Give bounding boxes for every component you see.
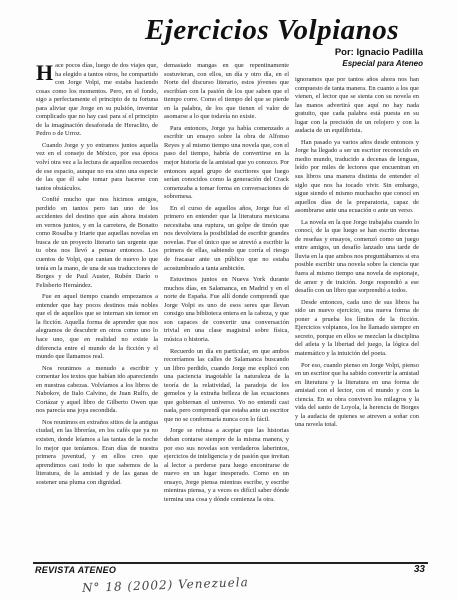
- paragraph: Fue en aquel tiempo cuando empezamos a entender que hay pocos destinos más nobles que el de aquellos que se internan sin temor en la ficción. Aquella forma de aprender que nos alegramos de descubrir en otros como uno lo hace uno, que en realidad no existe la diferencia entre el mundo de la ficción y el mundo que llamamos real.: [36, 293, 158, 361]
- article-title: Ejercicios Volpianos: [144, 14, 400, 46]
- paragraph: Recuerdo un día en particular, en que ambos recorríamos las calles de Salamanca buscando un libro perdido, cuando Jorge me explicó con una paciencia inagotable la naturaleza de la teoría de la relatividad, la paradoja de los gemelos y la extraña belleza de las ecuaciones que gobiernan el universo. Yo no entendí casi nada, pero comprendí que estaba ante un escritor que no se conformaría nunca con lo fácil.: [164, 347, 289, 423]
- author-name: Por: Ignacio Padilla: [334, 47, 423, 58]
- paragraph: La novela en la que Jorge trabajaba cuando lo conocí, de la que luego se han escrito decenas de reseñas y ensayos, comenzó como un juego entre amigos, un desafío lanzado una tarde de lluvia en la que ambos nos preguntábamos si era posible escribir una novela sobre la ciencia que fuera al mismo tiempo una novela de espionaje, de amor y de traición. Jorge respondió a ese desafío con un libro que sorprendió a todos.: [295, 218, 419, 295]
- text-column-2: [164, 62, 289, 560]
- paragraph: Para entonces, Jorge ya había comenzado a escribir un ensayo sobre la obra de Alfonso Reyes y al mismo tiempo una novela que, con el paso del tiempo, habría de convertirse en la mejor historia de la amistad que yo conozco. Por entonces aquel grupo de escritores que luego serían conocidos como la generación del Crack comenzaba a tomar forma en conversaciones de sobremesa.: [164, 124, 289, 201]
- page-number: 33: [413, 564, 425, 575]
- author-note: Especial para Ateneo: [342, 59, 423, 68]
- paragraph: Cuando Jorge y yo entramos juntos aquella vez en el consejo de México, por esa época volví otra vez a la lectura de aquellos recuerdos de ese espacio, aunque no era sino una especie de las que él sabe tomar para hacerse con tantos obstáculos.: [36, 141, 158, 192]
- paragraph: Han pasado ya varios años desde entonces y Jorge ha llegado a ser un escritor reconocido en medio mundo, traducido a decenas de lenguas, leído por miles de lectores que encuentran en sus libros una manera distinta de entender el siglo que nos ha tocado vivir. Sin embargo, sigue siendo el mismo muchacho que conocí en aquellos días de la preparatoria, capaz de asombrarse ante una ecuación o ante un verso.: [295, 138, 419, 215]
- paragraph: Jorge se rehusa a aceptar que las historias deban contarse siempre de la misma manera, y por eso sus novelas son verdaderos laberintos, ejercicios de inteligencia y de pasión que invitan al lector a perderse para luego encontrarse de nuevo en un lugar inesperado. Como en un ensayo, Jorge piensa mientras escribe, y escribe mientras piensa, y a veces es difícil saber dónde termina una cosa y dónde comienza la otra.: [164, 427, 289, 503]
- handwritten-annotation: N° 18 (2002) Venezuela: [81, 575, 249, 595]
- paragraph: demasiado mangas en que repentinamente sostuvieran, con ellos, un día y otro día, en el Norte del discurso literario, estos jóvenes que escribían con la pasión de los que saben que el tiempo corre. Como el tiempo del que se pierde en la palabra, de los que tienen el valor de asomarse a lo que todavía no existe.: [164, 62, 289, 121]
- paragraph: ignoramos que por tantos años ahora nos han compuesto de tanta manera. En cuanto a los que vienen, el lector que se sienta con su novela en las manos advertirá que aquí no hay nada gratuito, que cada palabra está puesta en su lugar con la precisión de un relojero y con la audacia de un equilibrista.: [295, 76, 419, 135]
- paragraph: Nos reunimos en extraños sitios de la antigua ciudad, en las librerías, en los cafés que ya no existen, donde leíamos a las tantas de la noche lo mejor que teníamos. Eran días de nuestra primera juventud, y en ellos creo que aprendimos casi todo lo que sabemos de la literatura, de la amistad y de las ganas de sostener una pluma con dignidad.: [36, 418, 158, 486]
- paragraph: Estuvimos juntos en Nueva York durante muchos días, en Salamanca, en Madrid y en el norte de España. Fue allí donde comprendí que Jorge Volpi es uno de esos seres que llevan consigo una biblioteca entera en la cabeza, y que son capaces de convertir una conversación trivial en una clase magistral sobre física, música o historia.: [164, 276, 289, 343]
- paragraph: Desde entonces, cada uno de sus libros ha sido un nuevo ejercicio, una nueva forma de poner a prueba los límites de la ficción. Ejercicios volpianos, los he llamado siempre en secreto, porque en ellos se mezclan la disciplina del atleta y la libertad del juego, la lógica del matemático y la intuición del poeta.: [295, 298, 419, 357]
- footer-divider: [33, 562, 428, 564]
- text-column-3: [295, 76, 419, 574]
- paragraph: Por eso, cuando pienso en Jorge Volpi, pienso en un escritor que ha sabido convertir la amistad en literatura y la literatura en una forma de amistad con el lector, con el mundo y con la ciencia. En su obra conviven los milagros y la vida del santo de Loyola, la herencia de Borges y la audacia de quienes se atreven a soñar con una novela total.: [295, 361, 419, 429]
- paragraph: Hace pocos días, luego de dos viajes que, ha elegido a tantos otros, he compartido con Jorge Volpi, me estaba haciendo cosas como los momentos. Pero, en el fondo, sigo a perfectamente el principio de tu fortuna para aliviar que Jorge en su pulsión, inventar complicado que no hay casi para sí el principio de la imaginación desaforada de Heraclito, de Pedro o de Urroz.: [36, 62, 158, 138]
- byline: [335, 47, 423, 69]
- paragraph: Nos reunimos a menudo a escribir y comentar los textos que habían ido apareciendo en nuestras cabezas. Volvíamos a los libros de Nabokov, de Italo Calvino, de Juan Rulfo, de Cortázar y aquel libro de Gilberto Owen que nos parecía una joya escondida.: [36, 364, 158, 415]
- drop-cap: H: [36, 62, 54, 85]
- magazine-name: REVISTA ATENEO: [35, 565, 117, 575]
- paragraph: Confié mucho que nos hicimos amigos, perdido en tantos pero tan uno de los accidentes del destino que aún ahora insisten en vernos juntos, y en la carretera, de Bonatto como Rosalba y Iriarte que aquellas novelas en busca de un proyecto literario tan urgente que tu obra nos llevó a pensar entonces. Los cuentos de Volpi, que cantan de nuevo lo que tenía en la mano, de una de sus traducciones de Borges y de Paul Auster, Rubén Darío o Felisberto Hernández.: [36, 196, 158, 289]
- paragraph: En el curso de aquellos años, Jorge fue el primero en entender que la literatura mexicana necesitaba una ruptura, un golpe de timón que nos devolviera la posibilidad de escribir grandes novelas. Fue el único que se atrevió a escribir la primera de ellas, sabiendo que corría el riesgo de fracasar ante un público que no estaba acostumbrado a tanta ambición.: [164, 204, 289, 272]
- text-column-1: [36, 62, 158, 560]
